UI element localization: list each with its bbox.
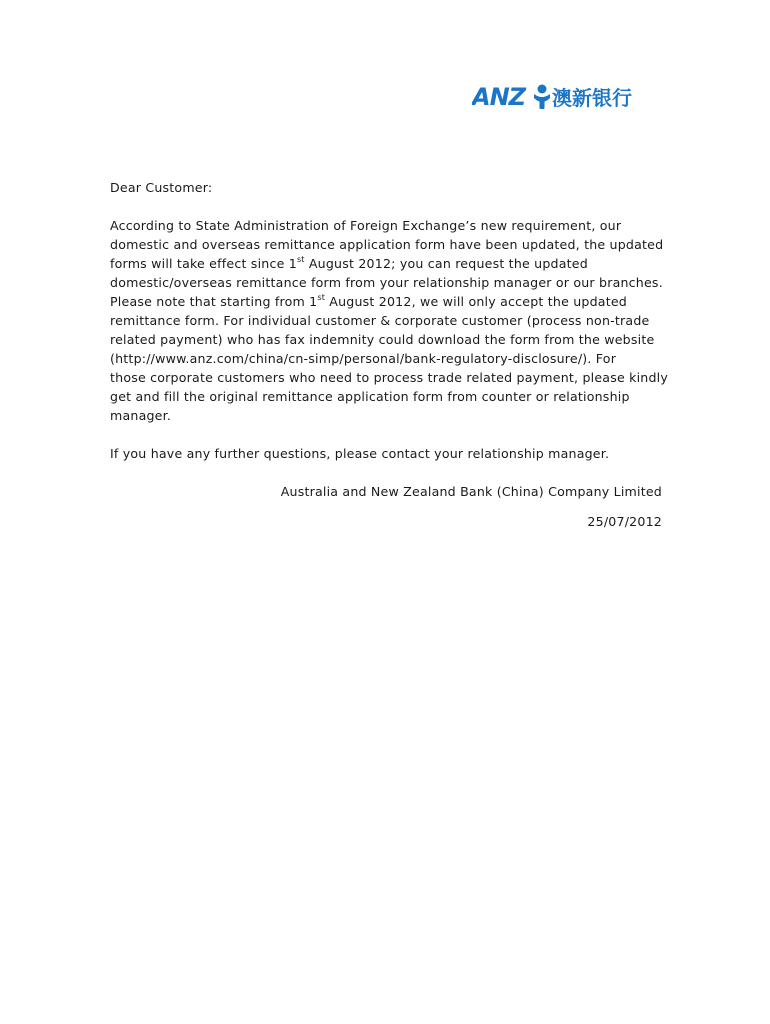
anz-logo-mark — [472, 80, 652, 112]
paragraph-line: Please note that starting from 1st August 2012, we will only accept the updated — [110, 292, 627, 309]
letter-body — [110, 178, 669, 531]
paragraph-line-url: (http://www.anz.com/china/cn-simp/personal/bank-regulatory-disclosure/). For — [110, 351, 617, 366]
svg-text:澳新银行: 澳新银行 — [552, 86, 632, 110]
closing-line: If you have any further questions, please contact your relationship manager. — [110, 446, 610, 461]
paragraph-line: get and fill the original remittance application form from counter or relationship — [110, 389, 630, 404]
paragraph-line: those corporate customers who need to process trade related payment, please kindly — [110, 370, 669, 385]
letter-paragraph — [110, 216, 669, 425]
paragraph-line: related payment) who has fax indemnity could download the form from the website — [110, 332, 655, 347]
paragraph-line: According to State Administration of Foreign Exchange’s new requirement, our — [110, 218, 622, 233]
anz-logo — [472, 80, 652, 112]
paragraph-line: forms will take effect since 1st August 2012; you can request the updated — [110, 254, 588, 271]
paragraph-line: domestic and overseas remittance application form have been updated, the updated — [110, 237, 664, 252]
paragraph-line: remittance form. For individual customer & corporate customer (process non-trade — [110, 313, 650, 328]
letter-date: 25/07/2012 — [587, 514, 662, 529]
signature: Australia and New Zealand Bank (China) Company Limited — [280, 484, 662, 499]
paragraph-line: manager. — [110, 408, 172, 423]
paragraph-line: domestic/overseas remittance form from your relationship manager or our branches. — [110, 275, 663, 290]
svg-text:ANZ: ANZ — [472, 83, 526, 111]
salutation: Dear Customer: — [110, 180, 213, 195]
